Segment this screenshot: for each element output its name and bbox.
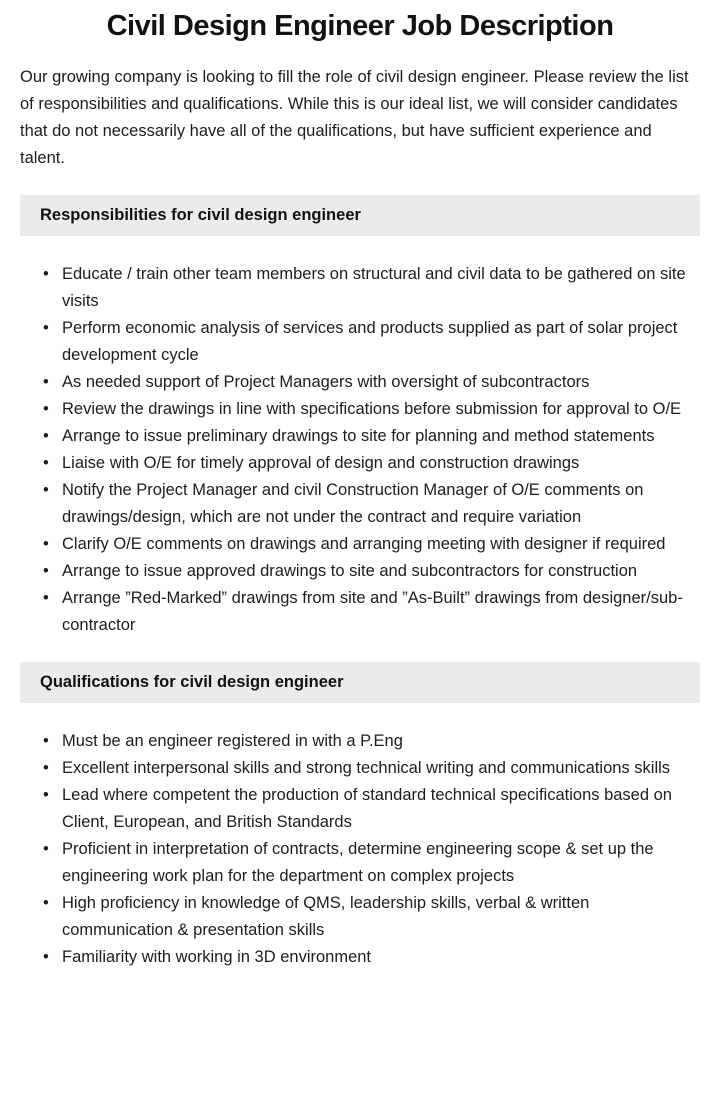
list-item-text: Proficient in interpretation of contracts, determine engineering scope & set up the engineering work plan for the department on complex projects bbox=[62, 840, 654, 885]
section-header-responsibilities bbox=[20, 195, 700, 236]
list-item-text: Educate / train other team members on structural and civil data to be gathered on site visits bbox=[62, 265, 686, 310]
qualifications-list bbox=[20, 728, 700, 971]
list-item-text: Liaise with O/E for timely approval of design and construction drawings bbox=[62, 454, 580, 472]
bullet-icon: • bbox=[43, 759, 49, 777]
list-item bbox=[43, 944, 700, 971]
list-item bbox=[43, 755, 700, 782]
list-item-text: Arrange to issue preliminary drawings to site for planning and method statements bbox=[62, 427, 655, 445]
bullet-icon: • bbox=[43, 400, 49, 418]
list-item bbox=[43, 728, 700, 755]
list-item-text: Review the drawings in line with specifications before submission for approval to O/E bbox=[62, 400, 682, 418]
list-item bbox=[43, 890, 700, 944]
bullet-icon: • bbox=[43, 840, 49, 858]
list-item bbox=[43, 585, 700, 639]
list-item-text: Arrange ”Red-Marked” drawings from site and ”As-Built” drawings from designer/sub-contractor bbox=[62, 589, 683, 634]
list-item-text: Lead where competent the production of standard technical specifications based on Client, European, and British Standards bbox=[62, 786, 672, 831]
list-item-text: Notify the Project Manager and civil Construction Manager of O/E comments on drawings/design, which are not under the contract and require variation bbox=[62, 481, 644, 526]
bullet-icon: • bbox=[43, 786, 49, 804]
section-header-qualifications bbox=[20, 662, 700, 703]
section-header-responsibilities-label: Responsibilities for civil design engineer bbox=[40, 206, 361, 224]
list-item bbox=[43, 450, 700, 477]
bullet-icon: • bbox=[43, 373, 49, 391]
bullet-icon: • bbox=[43, 948, 49, 966]
list-item-text: High proficiency in knowledge of QMS, leadership skills, verbal & written communication & presentation skills bbox=[62, 894, 590, 939]
bullet-icon: • bbox=[43, 265, 49, 283]
list-item bbox=[43, 782, 700, 836]
bullet-icon: • bbox=[43, 319, 49, 337]
bullet-icon: • bbox=[43, 562, 49, 580]
bullet-icon: • bbox=[43, 427, 49, 445]
list-item-text: Familiarity with working in 3D environment bbox=[62, 948, 372, 966]
bullet-icon: • bbox=[43, 481, 49, 499]
list-item bbox=[43, 836, 700, 890]
list-item-text: Perform economic analysis of services and products supplied as part of solar project development cycle bbox=[62, 319, 678, 364]
list-item-text: Must be an engineer registered in with a P.Eng bbox=[62, 732, 403, 750]
list-item-text: Arrange to issue approved drawings to site and subcontractors for construction bbox=[62, 562, 638, 580]
list-item bbox=[43, 396, 700, 423]
bullet-icon: • bbox=[43, 535, 49, 553]
list-item bbox=[43, 315, 700, 369]
list-item bbox=[43, 423, 700, 450]
list-item bbox=[43, 531, 700, 558]
bullet-icon: • bbox=[43, 454, 49, 472]
page-title: Civil Design Engineer Job Description bbox=[106, 10, 614, 42]
section-header-qualifications-label: Qualifications for civil design engineer bbox=[40, 673, 344, 691]
list-item-text: Clarify O/E comments on drawings and arranging meeting with designer if required bbox=[62, 535, 666, 553]
list-item bbox=[43, 477, 700, 531]
intro-paragraph: Our growing company is looking to fill the role of civil design engineer. Please review the list of responsibilities and qualifications. While this is our ideal list, we will consider candidates that do not necessarily have all of the qualifications, but have sufficient experience and talent. bbox=[20, 68, 689, 167]
list-item bbox=[43, 261, 700, 315]
list-item bbox=[43, 558, 700, 585]
list-item-text: Excellent interpersonal skills and strong technical writing and communications skills bbox=[62, 759, 671, 777]
bullet-icon: • bbox=[43, 732, 49, 750]
bullet-icon: • bbox=[43, 894, 49, 912]
list-item bbox=[43, 369, 700, 396]
list-item-text: As needed support of Project Managers with oversight of subcontractors bbox=[62, 373, 590, 391]
responsibilities-list bbox=[20, 261, 700, 639]
bullet-icon: • bbox=[43, 589, 49, 607]
